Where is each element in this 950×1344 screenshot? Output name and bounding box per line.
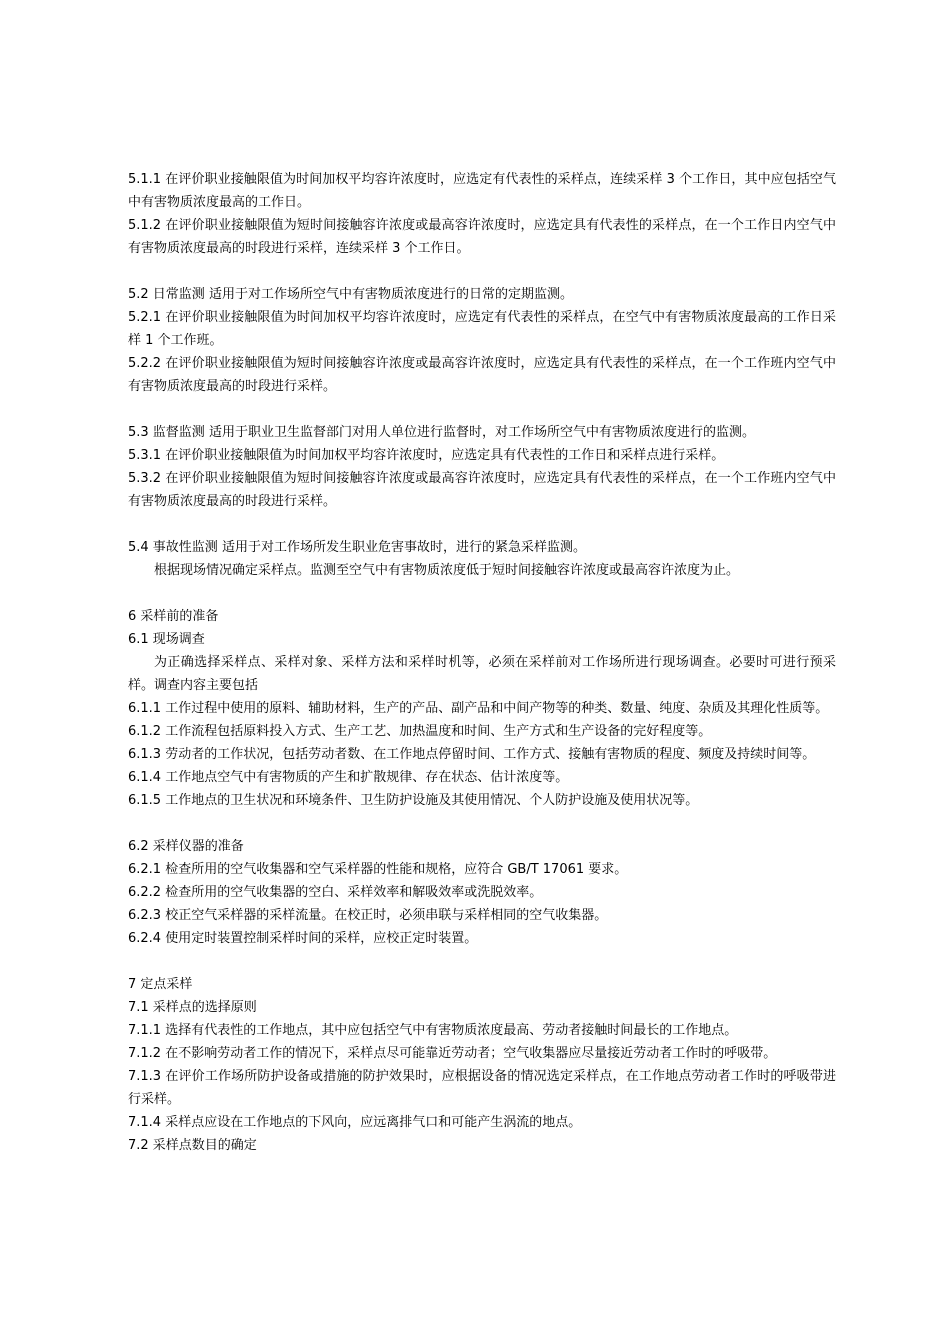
document-body — [128, 168, 836, 1157]
paragraph: 5.2.1 在评价职业接触限值为时间加权平均容许浓度时，应选定有代表性的采样点，在空气中有害物质浓度最高的工作日采样 1 个工作班。 — [128, 310, 836, 348]
paragraph: 7.1 采样点的选择原则 — [128, 1000, 257, 1015]
paragraph-gap — [128, 398, 836, 421]
paragraph: 5.1.2 在评价职业接触限值为短时间接触容许浓度或最高容许浓度时，应选定具有代表性的采样点，在一个工作日内空气中有害物质浓度最高的时段进行采样，连续采样 3 个工作日。 — [128, 218, 836, 256]
paragraph: 5.3.1 在评价职业接触限值为时间加权平均容许浓度时，应选定具有代表性的工作日和采样点进行采样。 — [128, 448, 725, 463]
paragraph-gap — [128, 260, 836, 283]
paragraph: 6.1.2 工作流程包括原料投入方式、生产工艺、加热温度和时间、生产方式和生产设备的完好程度等。 — [128, 724, 712, 739]
paragraph: 6.1.3 劳动者的工作状况，包括劳动者数、在工作地点停留时间、工作方式、接触有害物质的程度、频度及持续时间等。 — [128, 747, 816, 762]
paragraph: 6.2.4 使用定时装置控制采样时间的采样，应校正定时装置。 — [128, 931, 478, 946]
paragraph: 5.2.2 在评价职业接触限值为短时间接触容许浓度或最高容许浓度时，应选定具有代表性的采样点，在一个工作班内空气中有害物质浓度最高的时段进行采样。 — [128, 356, 836, 394]
paragraph: 6.2.3 校正空气采样器的采样流量。在校正时，必须串联与采样相同的空气收集器。 — [128, 908, 608, 923]
paragraph: 6.1.5 工作地点的卫生状况和环境条件、卫生防护设施及其使用情况、个人防护设施及使用状况等。 — [128, 793, 699, 808]
paragraph-gap — [128, 513, 836, 536]
paragraph: 6.1.1 工作过程中使用的原料、辅助材料，生产的产品、副产品和中间产物等的种类、数量、纯度、杂质及其理化性质等。 — [128, 701, 829, 716]
paragraph: 5.3.2 在评价职业接触限值为短时间接触容许浓度或最高容许浓度时，应选定具有代表性的采样点，在一个工作班内空气中有害物质浓度最高的时段进行采样。 — [128, 471, 836, 509]
paragraph: 7.1.4 采样点应设在工作地点的下风向，应远离排气口和可能产生涡流的地点。 — [128, 1115, 582, 1130]
paragraph-gap — [128, 582, 836, 605]
paragraph: 5.2 日常监测 适用于对工作场所空气中有害物质浓度进行的日常的定期监测。 — [128, 287, 573, 302]
paragraph: 6.2 采样仪器的准备 — [128, 839, 244, 854]
paragraph: 5.3 监督监测 适用于职业卫生监督部门对用人单位进行监督时，对工作场所空气中有害物质浓度进行的监测。 — [128, 425, 755, 440]
paragraph: 6 采样前的准备 — [128, 609, 219, 624]
paragraph: 6.2.1 检查所用的空气收集器和空气采样器的性能和规格，应符合 GB/T 17061 要求。 — [128, 862, 628, 877]
paragraph-gap — [128, 950, 836, 973]
paragraph: 7.1.3 在评价工作场所防护设备或措施的防护效果时，应根据设备的情况选定采样点，在工作地点劳动者工作时的呼吸带进行采样。 — [128, 1069, 836, 1107]
paragraph: 为正确选择采样点、采样对象、采样方法和采样时机等，必须在采样前对工作场所进行现场调查。必要时可进行预采样。调查内容主要包括 — [128, 655, 836, 693]
paragraph: 根据现场情况确定采样点。监测至空气中有害物质浓度低于短时间接触容许浓度或最高容许浓度为止。 — [154, 563, 740, 578]
paragraph: 6.2.2 检查所用的空气收集器的空白、采样效率和解吸效率或洗脱效率。 — [128, 885, 543, 900]
paragraph: 7.1.1 选择有代表性的工作地点，其中应包括空气中有害物质浓度最高、劳动者接触时间最长的工作地点。 — [128, 1023, 738, 1038]
paragraph: 6.1.4 工作地点空气中有害物质的产生和扩散规律、存在状态、估计浓度等。 — [128, 770, 569, 785]
paragraph: 5.1.1 在评价职业接触限值为时间加权平均容许浓度时，应选定有代表性的采样点，连续采样 3 个工作日，其中应包括空气中有害物质浓度最高的工作日。 — [128, 172, 836, 210]
paragraph: 5.4 事故性监测 适用于对工作场所发生职业危害事故时，进行的紧急采样监测。 — [128, 540, 586, 555]
paragraph: 7 定点采样 — [128, 977, 193, 992]
paragraph-gap — [128, 812, 836, 835]
paragraph: 6.1 现场调查 — [128, 632, 205, 647]
paragraph: 7.2 采样点数目的确定 — [128, 1138, 257, 1153]
paragraph: 7.1.2 在不影响劳动者工作的情况下，采样点尽可能靠近劳动者；空气收集器应尽量接近劳动者工作时的呼吸带。 — [128, 1046, 777, 1061]
